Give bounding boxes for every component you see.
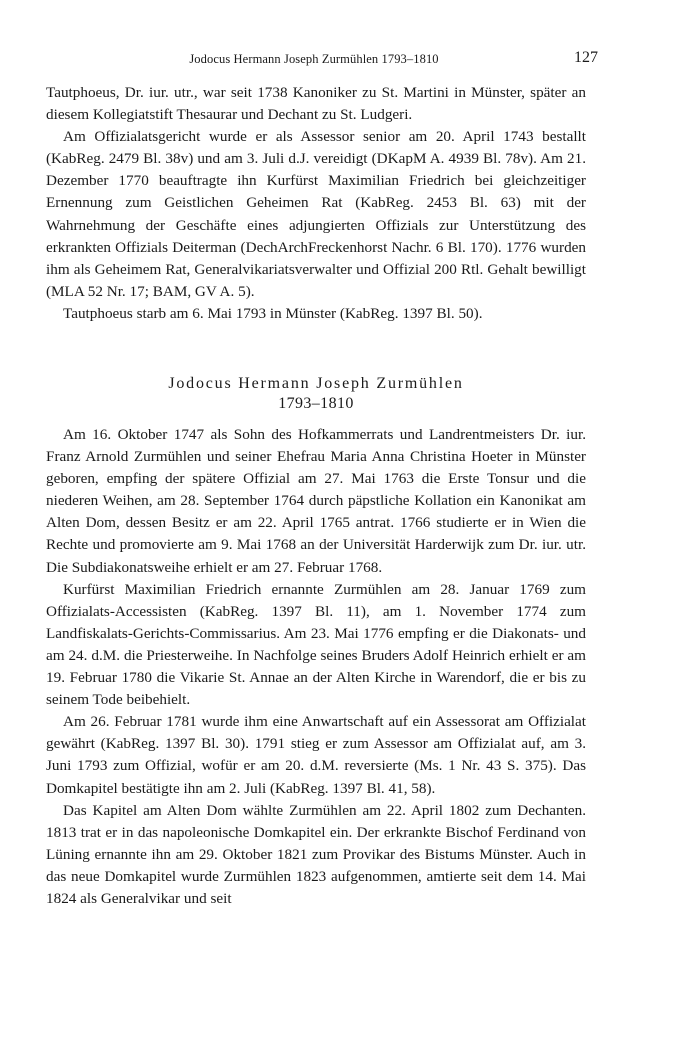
section-heading <box>46 374 586 414</box>
paragraph: Am 16. Oktober 1747 als Sohn des Hofkammerrats und Landrentmeisters Dr. iur. Franz Arnold Zurmühlen und seiner Ehefrau Maria Anna Christina Hoeter in Münster geboren, empfing der spätere Offizial am 27. Mai 1763 die Erste Tonsur und die niederen Weihen, am 28. September 1764 durch päpstliche Kollation ein Kanonikat am Alten Dom, dessen Besitz er am 22. April 1765 antrat. 1766 studierte er in Wien die Rechte und promovierte am 9. Mai 1768 an der Universität Harderwijk zum Dr. iur. utr. Die Subdiakonatsweihe erhielt er am 27. Februar 1768. <box>46 426 586 576</box>
main-entry-text <box>46 424 586 910</box>
section-heading-years: 1793–1810 <box>278 395 354 412</box>
paragraph: Kurfürst Maximilian Friedrich ernannte Zurmühlen am 28. Januar 1769 zum Offizialats-Accessisten (KabReg. 1397 Bl. 11), am 1. November 1774 zum Landfiskalats-Gerichts-Commissarius. Am 23. Mai 1776 empfing er die Diakonats- und am 24. d.M. die Priesterweihe. In Nachfolge seines Bruders Adolf Heinrich erhielt er am 19. Februar 1780 die Vikarie St. Annae an der Alten Kirche in Warendorf, die er bis zu seinem Tode beibehielt. <box>46 580 586 709</box>
previous-entry-text <box>46 82 586 325</box>
paragraph: Tautphoeus, Dr. iur. utr., war seit 1738 Kanoniker zu St. Martini in Münster, später an diesem Kollegiatstift Thesaurar und Dechant zu St. Ludgeri. <box>46 84 586 124</box>
section-heading-name: Jodocus Hermann Joseph Zurmühlen <box>168 375 464 392</box>
page-number: 127 <box>574 49 598 66</box>
paragraph: Am 26. Februar 1781 wurde ihm eine Anwartschaft auf ein Assessorat am Offizialat gewährt (KabReg. 1397 Bl. 30). 1791 stieg er zum Assessor am Offizialat auf, am 3. Juni 1793 zum Offizial, wofür er am 20. d.M. reversierte (Ms. 1 Nr. 43 S. 375). Das Domkapitel bestätigte ihn am 2. Juli (KabReg. 1397 Bl. 41, 58). <box>46 713 586 797</box>
paragraph: Am Offizialatsgericht wurde er als Assessor senior am 20. April 1743 bestallt (KabReg. 2479 Bl. 38v) und am 3. Juli d.J. vereidigt (DKapM A. 4939 Bl. 78v). Am 21. Dezember 1770 beauftragte ihn Kurfürst Maximilian Friedrich bei gleichzeitiger Ernennung zum Geistlichen Geheimen Rat (KabReg. 2453 Bl. 63) mit der Wahrnehmung der Geschäfte eines adjungierten Offizials zur Unterstützung des erkrankten Offizials Deiterman (DechArchFreckenhorst Nachr. 6 Bl. 170). 1776 wurden ihm als Geheimem Rat, Generalvikariatsverwalter und Offizial 200 Rtl. Gehalt bewilligt (MLA 52 Nr. 17; BAM, GV A. 5). <box>46 128 586 300</box>
paragraph: Tautphoeus starb am 6. Mai 1793 in Münster (KabReg. 1397 Bl. 50). <box>63 304 483 322</box>
running-title: Jodocus Hermann Joseph Zurmühlen 1793–1810 <box>189 52 439 66</box>
paragraph: Das Kapitel am Alten Dom wählte Zurmühlen am 22. April 1802 zum Dechanten. 1813 trat er in das napoleonische Domkapitel ein. Der erkrankte Bischof Ferdinand von Lüning ernannte ihn am 29. Oktober 1821 zum Provikar des Bistums Münster. Auch in das neue Domkapitel wurde Zurmühlen 1823 aufgenommen, amtierte seit dem 14. Mai 1824 als Generalvikar und seit <box>46 801 586 907</box>
